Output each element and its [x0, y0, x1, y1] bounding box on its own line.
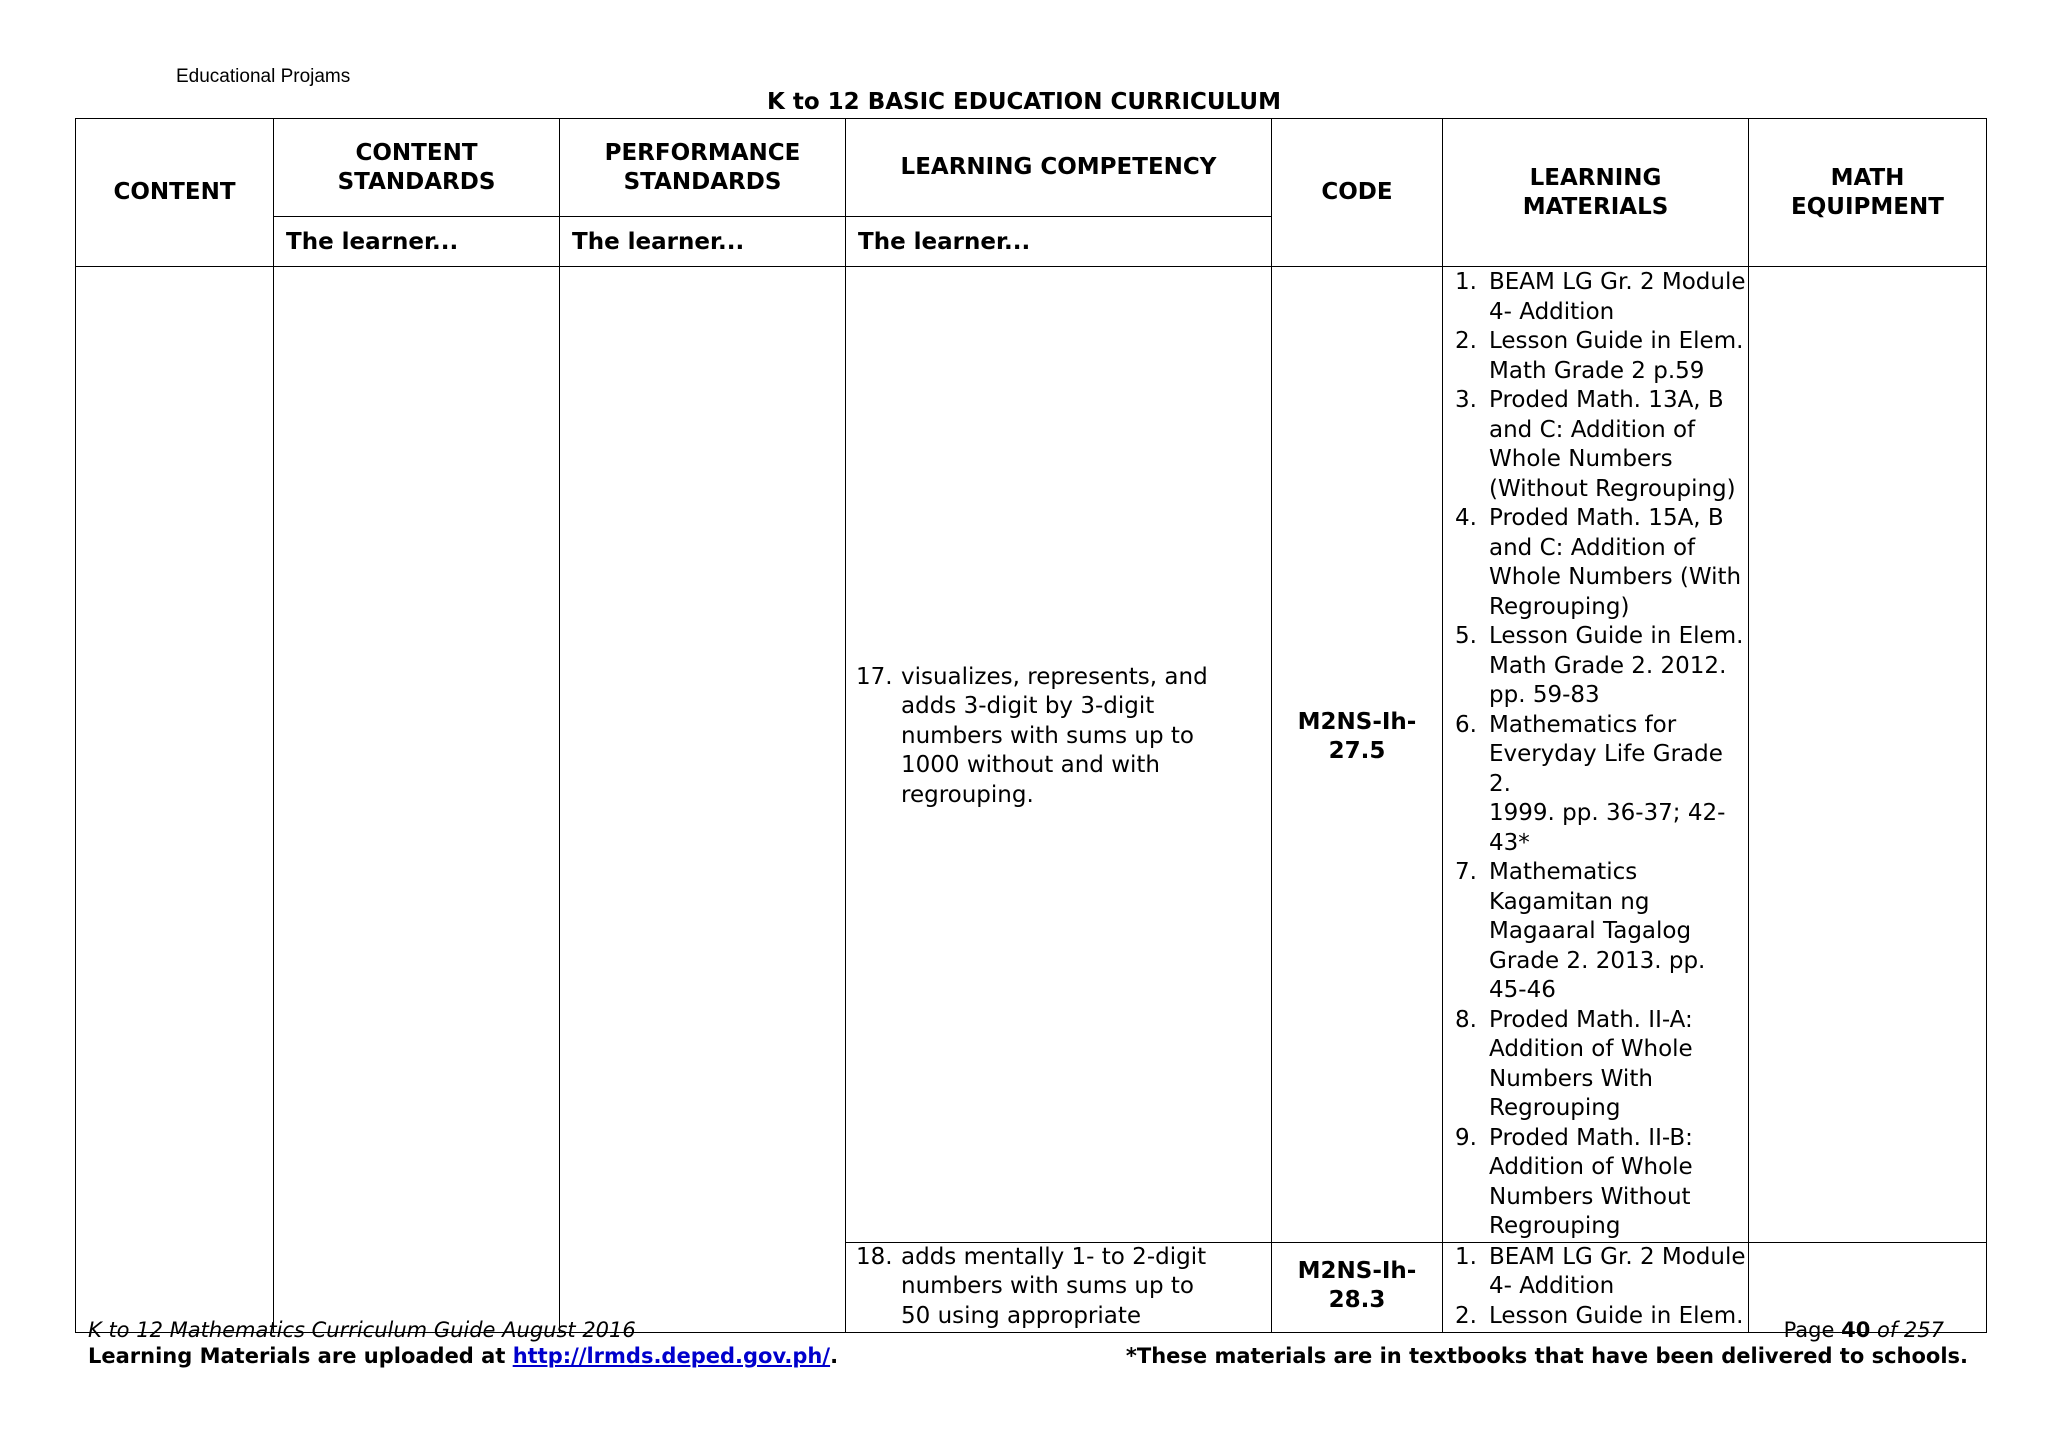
page-number: Page 40 of 257 [1783, 1318, 1944, 1342]
performance-standards-cell [560, 267, 846, 1333]
materials-list [1443, 268, 1748, 1242]
competency-code: M2NS-Ih- 27.5 [1272, 267, 1443, 1243]
footer-textbook-note: *These materials are in textbooks that have been delivered to schools. [1125, 1344, 1968, 1368]
materials-list [1443, 1243, 1748, 1331]
list-item: 5. Lesson Guide in Elem. Math Grade 2. 2012. pp. 59-83 [1455, 623, 1744, 708]
col-learning-competency: LEARNING COMPETENCY [846, 119, 1272, 217]
list-item: 7. Mathematics Kagamitan ng Magaaral Tagalog Grade 2. 2013. pp. 45-46 [1455, 859, 1706, 1003]
col-learning-materials: LEARNING MATERIALS [1443, 119, 1749, 267]
lrmds-link[interactable]: http://lrmds.deped.gov.ph/ [512, 1344, 831, 1368]
footer-upload-note: Learning Materials are uploaded at http://lrmds.deped.gov.ph/. [88, 1344, 839, 1368]
competency-code: M2NS-Ih- 28.3 [1272, 1242, 1443, 1332]
curriculum-table [75, 118, 1987, 1333]
col-math-equipment: MATH EQUIPMENT [1749, 119, 1987, 267]
learner-label: The learner... [274, 217, 560, 267]
learner-label: The learner... [846, 217, 1272, 267]
list-item: 8. Proded Math. II-A: Addition of Whole Numbers With Regrouping [1455, 1006, 1693, 1121]
col-performance-standards: PERFORMANCE STANDARDS [560, 119, 846, 217]
competency-cell: 17. visualizes, represents, and adds 3-digit by 3-digit numbers with sums up to 1000 without and with regrouping. [846, 267, 1272, 1243]
col-code: CODE [1272, 119, 1443, 267]
content-cell [76, 267, 274, 1333]
col-content-standards: CONTENT STANDARDS [274, 119, 560, 217]
content-standards-cell [274, 267, 560, 1333]
list-item: 2. Lesson Guide in Elem. [1455, 1302, 1744, 1329]
learner-label: The learner... [560, 217, 846, 267]
list-item: 1. BEAM LG Gr. 2 Module 4- Addition [1455, 269, 1746, 325]
list-item: 6. Mathematics for Everyday Life Grade 2. 1999. pp. 36-37; 42- 43* [1455, 711, 1726, 856]
materials-cell [1443, 267, 1749, 1243]
equipment-cell [1749, 267, 1987, 1243]
list-item: 1. BEAM LG Gr. 2 Module 4- Addition [1455, 1243, 1746, 1299]
list-item: 4. Proded Math. 15A, B and C: Addition of Whole Numbers (With Regrouping) [1455, 505, 1742, 620]
competency-number: 17. [856, 663, 893, 690]
footer-guide: K to 12 Mathematics Curriculum Guide August 2016 [88, 1318, 636, 1342]
list-item: 9. Proded Math. II-B: Addition of Whole Numbers Without Regrouping [1455, 1124, 1693, 1239]
list-item: 2. Lesson Guide in Elem. Math Grade 2 p.59 [1455, 328, 1744, 384]
document-title: K to 12 BASIC EDUCATION CURRICULUM [767, 89, 1281, 115]
competency-cell: 18. adds mentally 1- to 2-digit numbers with sums up to 50 using appropriate [846, 1242, 1272, 1332]
list-item: 3. Proded Math. 13A, B and C: Addition of Whole Numbers (Without Regrouping) [1455, 387, 1736, 502]
header-note: Educational Projams [176, 66, 351, 87]
materials-cell [1443, 1242, 1749, 1332]
col-content: CONTENT [76, 119, 274, 267]
competency-number: 18. [856, 1243, 893, 1270]
